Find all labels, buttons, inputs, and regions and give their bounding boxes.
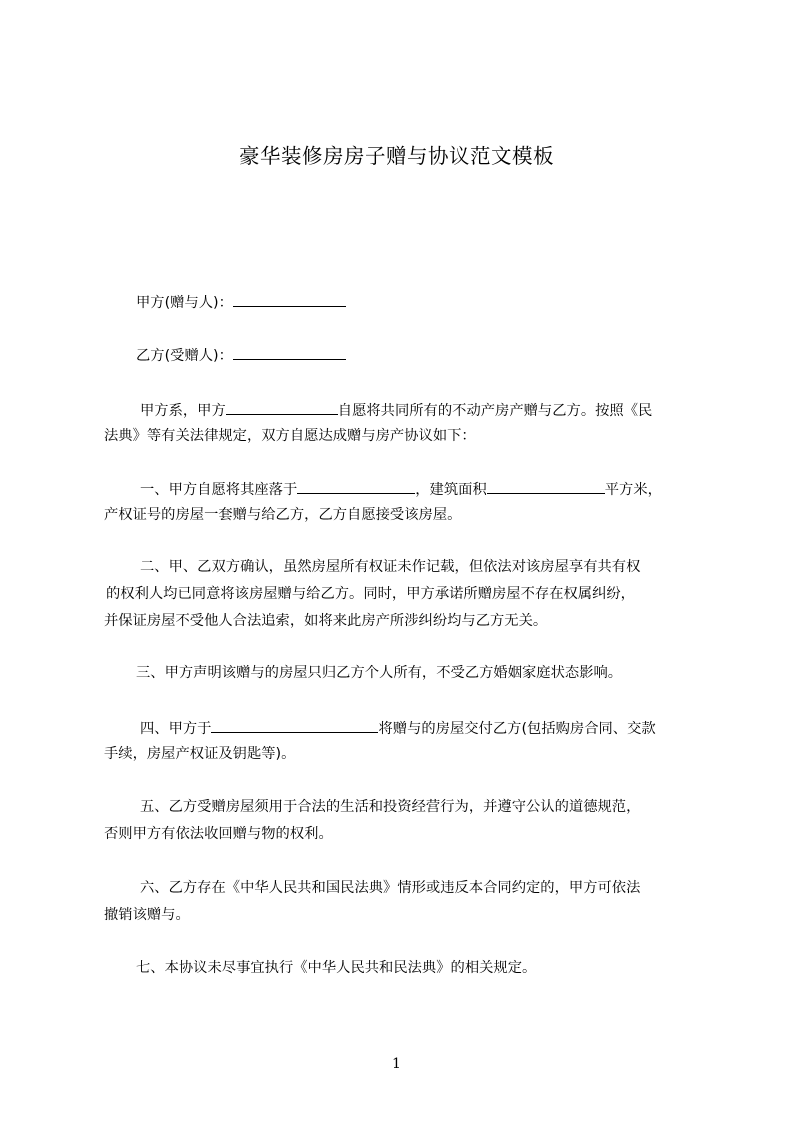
clause-2-line-2: 的权利人均已同意将该房屋赠与给乙方。同时，甲方承诺所赠房屋不存在权属纠纷，: [106, 586, 635, 602]
clause-1-area-blank: [487, 478, 605, 494]
intro-line-2: 法典》等有关法律规定，双方自愿达成赠与房产协议如下：: [104, 428, 476, 444]
clause-1-text-a: 一、甲方自愿将其座落于: [140, 482, 298, 498]
party-a-line: [136, 291, 736, 313]
intro-text-b: 自愿将共同所有的不动产房产赠与乙方。按照《民: [337, 403, 653, 419]
clause-3-line-1: 三、甲方声明该赠与的房屋只归乙方个人所有，不受乙方婚姻家庭状态影响。: [136, 665, 623, 681]
clause-1-line-1: [140, 478, 740, 500]
party-a-blank: [233, 291, 346, 307]
intro-text-a: 甲方系，甲方: [140, 403, 226, 419]
clause-1-line-2: 产权证号的房屋一套赠与给乙方，乙方自愿接受该房屋。: [104, 507, 462, 523]
clause-7-line-1: 七、本协议未尽事宜执行《中华人民共和民法典》的相关规定。: [136, 960, 537, 976]
page-title: 豪华装修房房子赠与协议范文模板: [239, 144, 554, 168]
clause-6-line-2: 撤销该赠与。: [104, 907, 190, 923]
party-b-label: 乙方(受赠人)：: [136, 348, 233, 364]
clause-6-line-1: 六、乙方存在《中华人民共和国民法典》情形或违反本合同约定的，甲方可依法: [140, 880, 641, 896]
clause-1-text-c: 平方米，: [604, 482, 662, 498]
clause-4-date-blank: [211, 717, 378, 733]
clause-4-line-2: 手续，房屋产权证及钥匙等)。: [104, 746, 296, 762]
clause-4-text-b: 将赠与的房屋交付乙方(包括购房合同、交款: [378, 721, 656, 737]
party-b-blank: [233, 344, 346, 360]
page-number: 1: [392, 1056, 401, 1072]
clause-2-line-1: 二、甲、乙双方确认，虽然房屋所有权证未作记载，但依法对该房屋享有共有权: [140, 559, 641, 575]
clause-5-line-1: 五、乙方受赠房屋须用于合法的生活和投资经营行为，并遵守公认的道德规范，: [140, 799, 641, 815]
clause-1-location-blank: [297, 478, 415, 494]
intro-blank: [226, 399, 338, 415]
intro-line-1: [140, 399, 740, 421]
party-b-line: [136, 344, 736, 366]
clause-2-line-3: 并保证房屋不受他人合法追索，如将来此房产所涉纠纷均与乙方无关。: [104, 613, 548, 629]
clause-4-line-1: [140, 717, 740, 739]
clause-1-text-b: ，建筑面积: [415, 482, 487, 498]
party-a-label: 甲方(赠与人)：: [136, 295, 233, 311]
clause-5-line-2: 否则甲方有依法收回赠与物的权利。: [104, 826, 333, 842]
clause-4-text-a: 四、甲方于: [140, 721, 212, 737]
